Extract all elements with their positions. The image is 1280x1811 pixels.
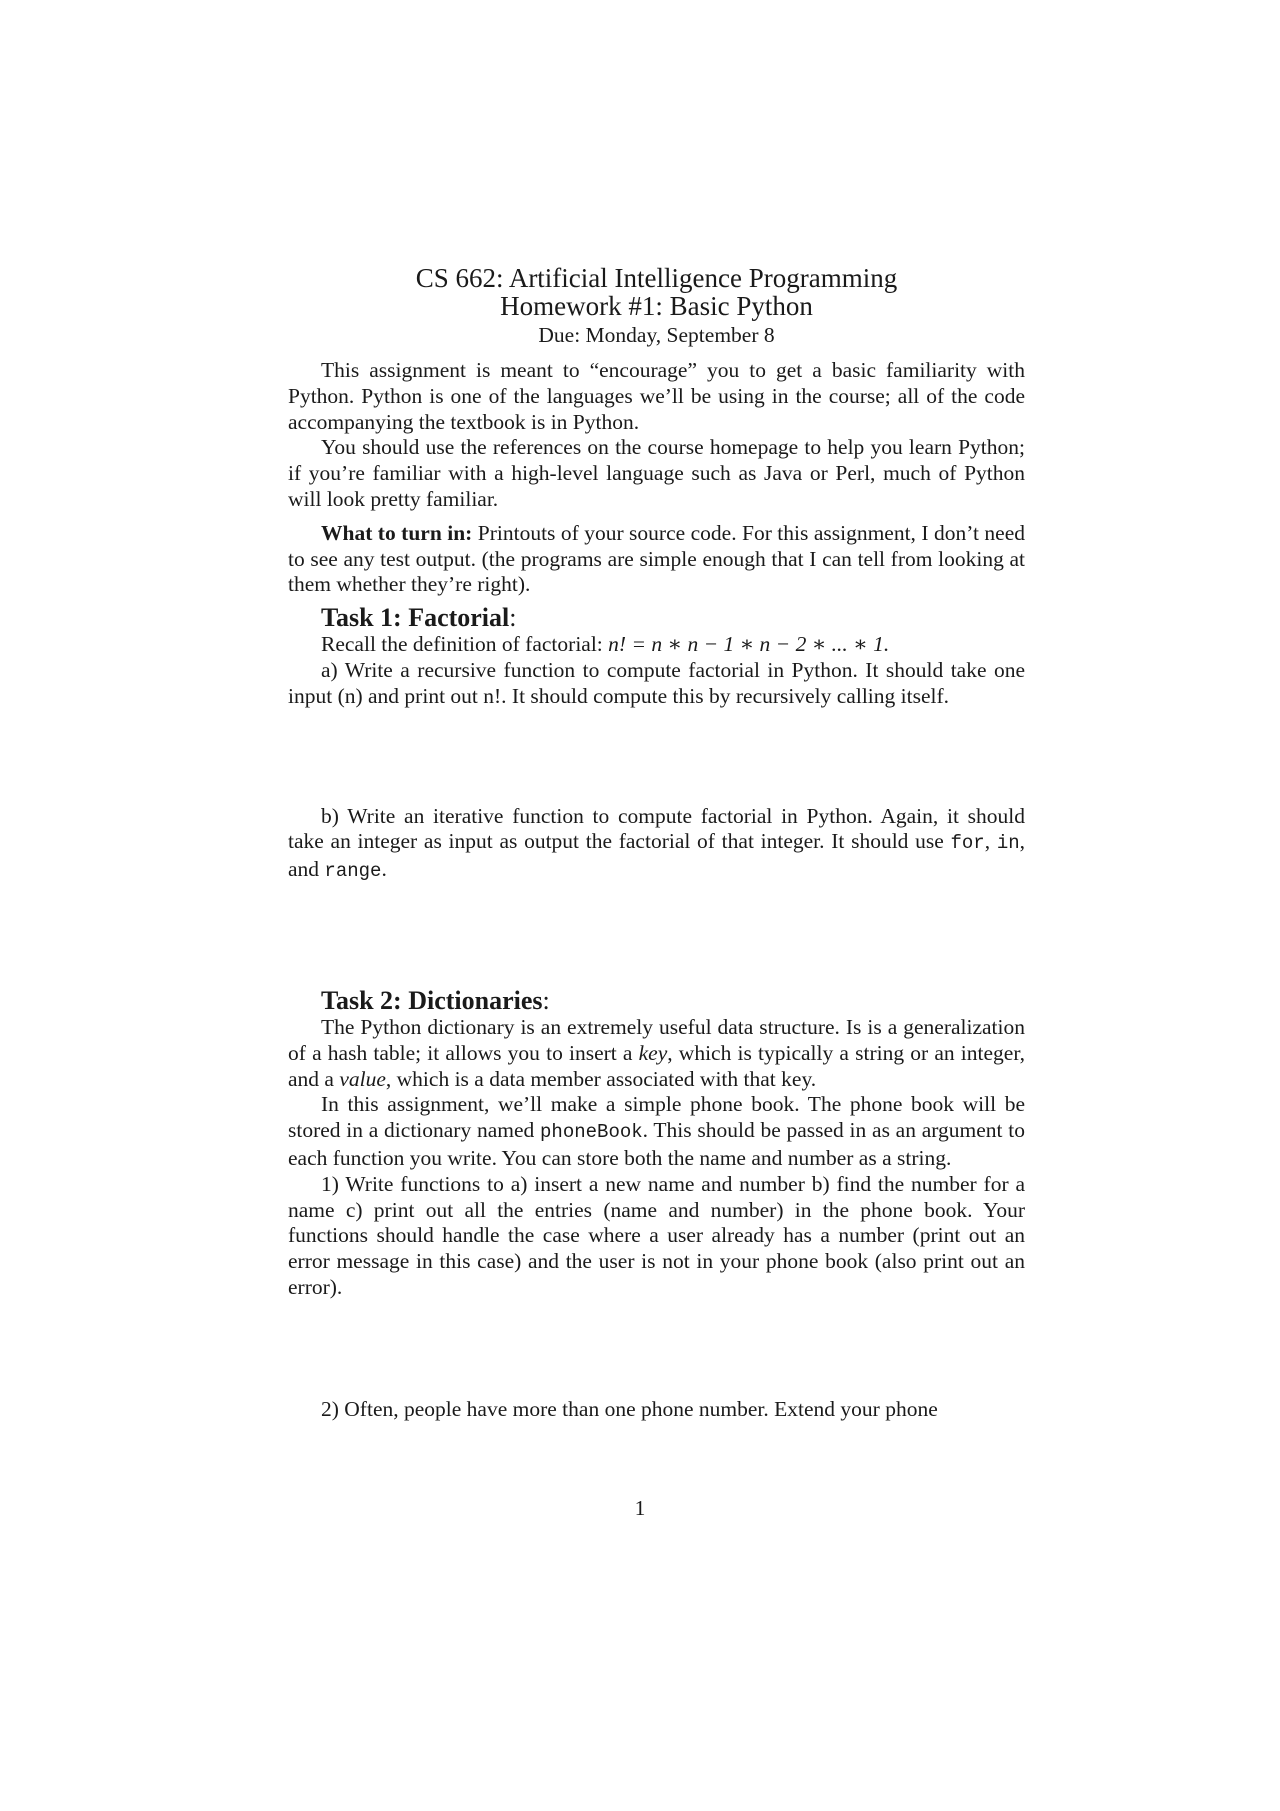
task2-heading: Task 2: Dictionaries: (321, 985, 550, 1015)
factorial-formula: n! = n ∗ n − 1 ∗ n − 2 ∗ ... ∗ 1. (608, 632, 890, 657)
keyword-range: range (324, 860, 382, 883)
answer-space-a (288, 710, 1025, 804)
due-date: Due: Monday, September 8 (538, 323, 775, 347)
task2-item-1: 1) Write functions to a) insert a new name and number b) find the number for a name c) print out all the entries (name and number) in the phone book. Your functions should handle the case where a user already has a number (print out an error message in this case) and the user is not in your phone book (also print out an error). (288, 1171, 1025, 1299)
course-title: CS 662: Artificial Intelligence Programming (415, 263, 898, 293)
turn-in-label: What to turn in: (321, 520, 473, 545)
task1-part-b: b) Write an iterative function to compute factorial in Python. Again, it should take an integer as input as output the factorial of that integer. It should use for, in, and range. (288, 803, 1025, 883)
code-phonebook: phoneBook (540, 1121, 643, 1144)
keyword-in: in (996, 832, 1020, 855)
turn-in-text: Printouts of your source code. For this assignment, I don’t need to see any test output. (the programs are simple enough that I can tell from looking at them whether they’re right). (288, 520, 1025, 597)
intro-paragraph-2: You should use the references on the course homepage to help you learn Python; if you’re familiar with a high-level language such as Java or Perl, much of Python will look pretty familiar. (288, 435, 1025, 511)
intro-paragraph-1: This assignment is meant to “encourage” you to get a basic familiarity with Python. Python is one of the languages we’ll be using in the course; all of the code accompanying the textbook is in Python. (288, 358, 1025, 434)
title-block (288, 264, 1025, 350)
homework-title: Homework #1: Basic Python (500, 291, 813, 321)
answer-space-b (288, 885, 1025, 981)
task1-heading: Task 1: Factorial: (321, 603, 517, 633)
task2-item-2: 2) Often, people have more than one phone number. Extend your phone (321, 1396, 938, 1421)
page-number: 1 (634, 1496, 646, 1520)
keyword-for: for (950, 832, 985, 855)
turn-in-paragraph (288, 521, 1025, 598)
task2-paragraph-2: In this assignment, we’ll make a simple phone book. The phone book will be stored in a dictionary named phoneBook. This should be passed in as an argument to each function you write. You can store both the name and number as a string. (288, 1092, 1025, 1170)
task1-part-a: a) Write a recursive function to compute factorial in Python. It should take one input (n) and print out n!. It should compute this by recursively calling itself. (288, 657, 1025, 708)
task2-paragraph-1: The Python dictionary is an extremely useful data structure. Is is a generalization of a hash table; it allows you to insert a key, which is typically a string or an integer, and a value, which is a data member associated with that key. (288, 1014, 1025, 1091)
task1-definition: Recall the definition of factorial: n! = n ∗ n − 1 ∗ n − 2 ∗ ... ∗ 1. (321, 632, 890, 657)
document-body (288, 358, 1025, 1423)
answer-space-c (288, 1301, 1025, 1397)
